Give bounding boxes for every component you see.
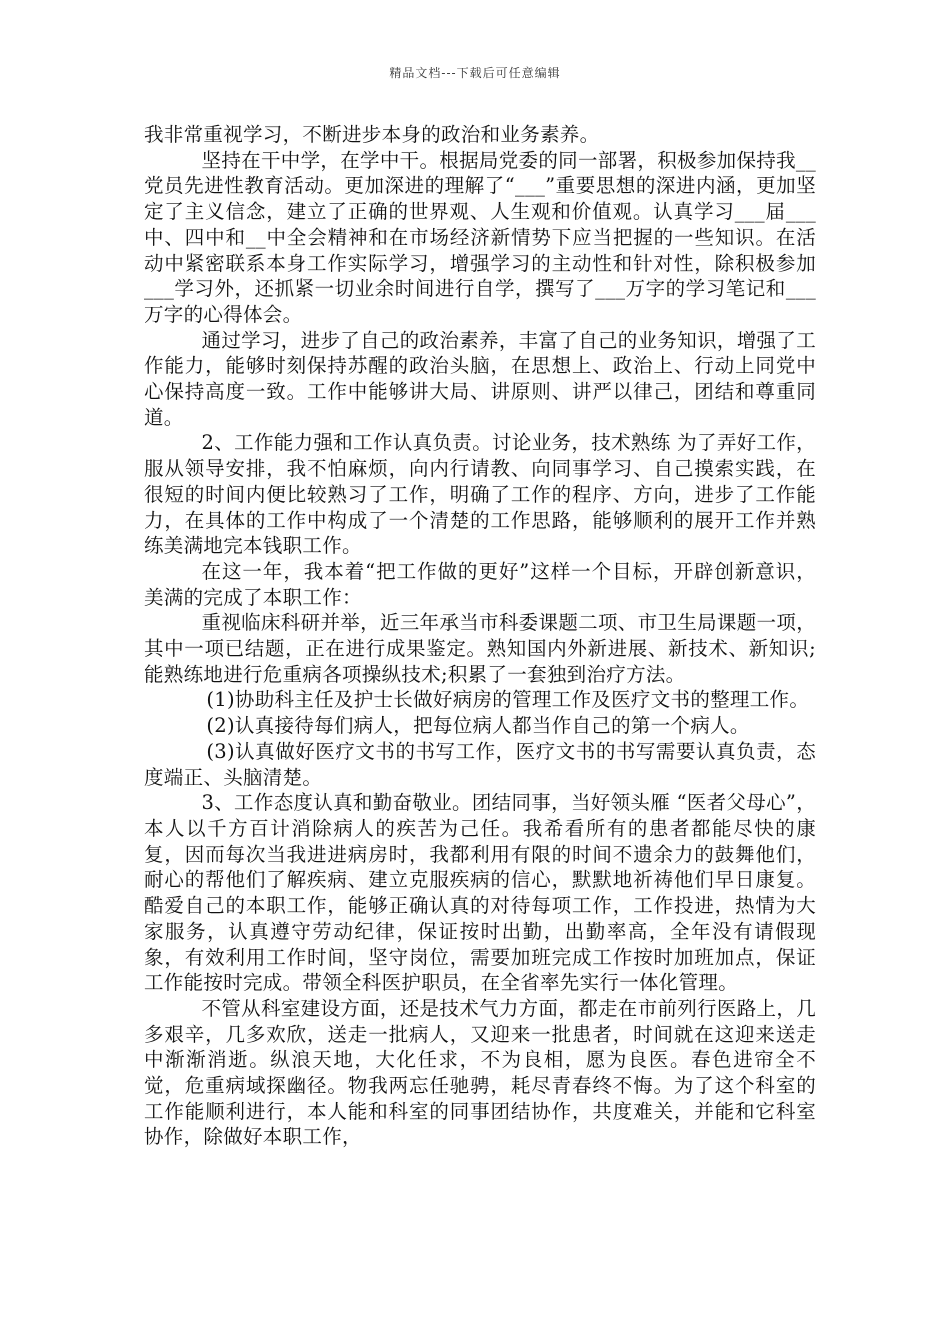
list-item: (3)认真做好医疗文书的书写工作，医疗文书的书写需要认真负责，态度端正、头脑清楚。 [144, 739, 816, 789]
paragraph: 重视临床科研并举，近三年承当市科委课题二项、市卫生局课题一项，其中一项已结题，正在进行成果鉴定。熟知国内外新进展、新技术、新知识;能熟练地进行危重病各项操纵技术;积累了一套独到治疗方法。 [144, 611, 816, 686]
paragraph: 在这一年，我本着“把工作做的更好”这样一个目标，开辟创新意识，美满的完成了本职工作： [144, 559, 816, 609]
paragraph: 3、工作态度认真和勤奋敬业。团结同事，当好领头雁 “医者父母心”，本人以千方百计消除病人的疾苦为己任。我希看所有的患者都能尽快的康复，因而每次当我进进病房时，我都利用有限的时间不遗余力的鼓舞他们，耐心的帮他们了解疾病、建立克服疾病的信心，默默地祈祷他们早日康复。酷爱自己的本职工作，能够正确认真的对待每项工作，工作投进，热情为大家服务，认真遵守劳动纪律，保证按时出勤，出勤率高，全年没有请假现象，有效利用工作时间，坚守岗位，需要加班完成工作按时加班加点，保证工作能按时完成。带领全科医护职员，在全省率先实行一体化管理。 [144, 791, 816, 995]
list-item: (1)协助科主任及护士长做好病房的管理工作及医疗文书的整理工作。 [206, 688, 810, 712]
list-item: (2)认真接待每们病人，把每位病人都当作自己的第一个病人。 [206, 714, 750, 738]
document-body [144, 122, 816, 1150]
page-header: 精品文档---下载后可任意编辑 [389, 66, 561, 80]
paragraph: 2、工作能力强和工作认真负责。讨论业务，技术熟练 为了弄好工作，服从领导安排，我不怕麻烦，向内行请教、向同事学习、自己摸索实践，在很短的时间内便比较熟习了工作，明确了工作的程序、方向，进步了工作能力，在具体的工作中构成了一个清楚的工作思路，能够顺利的展开工作并熟练美满地完本钱职工作。 [144, 431, 816, 558]
paragraph: 不管从科室建设方面，还是技术气力方面，都走在市前列行医路上，几多艰辛，几多欢欣，送走一批病人，又迎来一批患者，时间就在这迎来送走中渐渐消逝。纵浪天地，大化任求，不为良相，愿为良医。春色进帘全不觉，危重病域探幽径。物我两忘任驰骋，耗尽青春终不悔。为了这个科室的工作能顺利进行，本人能和科室的同事团结协作，共度难关，并能和它科室协作，除做好本职工作， [144, 996, 816, 1149]
paragraph: 通过学习，进步了自己的政治素养，丰富了自己的业务知识，增强了工作能力，能够时刻保持苏醒的政治头脑，在思想上、政治上、行动上同党中心保持高度一致。工作中能够讲大局、讲原则、讲严以律己，团结和尊重同道。 [144, 328, 816, 429]
paragraph: 我非常重视学习，不断进步本身的政治和业务素养。 [144, 123, 600, 146]
paragraph: 坚持在干中学，在学中干。根据局党委的同一部署，积极参加保持我__党员先进性教育活动。更加深进的理解了“___”重要思想的深进内涵，更加坚定了主义信念，建立了正确的世界观、人生观和价值观。认真学习___届___中、四中和__中全会精神和在市场经济新情势下应当把握的一些知识。在活动中紧密联系本身工作实际学习，增强学习的主动性和针对性，除积极参加___学习外，还抓紧一切业余时间进行自学，撰写了___万字的学习笔记和___万字的心得体会。 [144, 148, 816, 326]
